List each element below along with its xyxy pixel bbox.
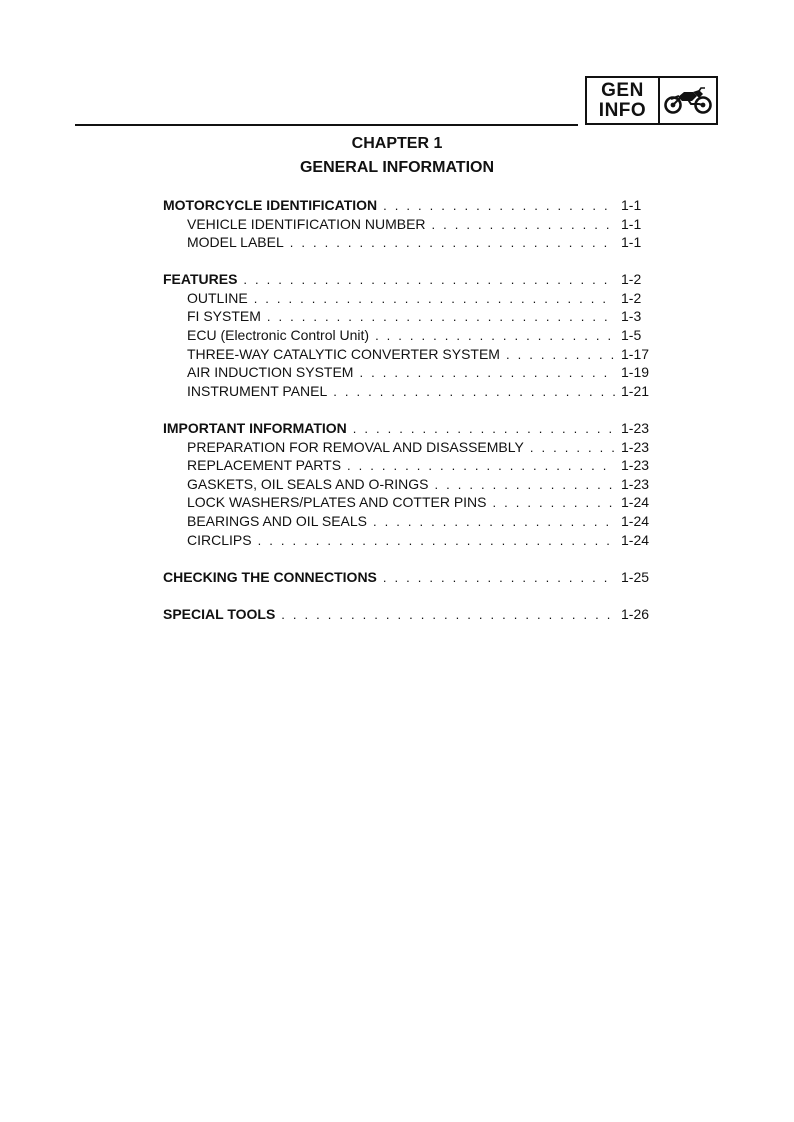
badge-line-1: GEN bbox=[601, 79, 644, 101]
dot-leader bbox=[347, 458, 615, 473]
toc-sub-entry[interactable] bbox=[163, 327, 657, 346]
dot-leader bbox=[434, 477, 615, 492]
dot-leader bbox=[281, 607, 615, 622]
dot-leader bbox=[375, 328, 615, 343]
dot-leader bbox=[383, 198, 615, 213]
dot-leader bbox=[383, 570, 615, 585]
toc-page-number: 1-21 bbox=[621, 382, 650, 399]
toc-section bbox=[163, 197, 657, 253]
toc-entry-title: VEHICLE IDENTIFICATION NUMBER bbox=[187, 215, 426, 232]
toc-page-number: 1-23 bbox=[621, 438, 650, 455]
toc-entry-title: GASKETS, OIL SEALS AND O-RINGS bbox=[187, 475, 429, 492]
badge-line-2: INFO bbox=[598, 99, 647, 121]
toc-page-number: 1-26 bbox=[621, 605, 650, 622]
toc-page-number: 1-5 bbox=[621, 327, 642, 344]
section-badge bbox=[585, 76, 718, 125]
dot-leader bbox=[506, 347, 615, 362]
dot-leader bbox=[432, 217, 615, 232]
toc-page-number: 1-23 bbox=[621, 475, 650, 492]
toc-main-entry[interactable] bbox=[163, 271, 657, 290]
dot-leader bbox=[373, 514, 615, 529]
toc-entry-title: MOTORCYCLE IDENTIFICATION bbox=[163, 197, 378, 213]
toc-page-number: 1-1 bbox=[621, 234, 642, 251]
toc-entry-title: OUTLINE bbox=[187, 289, 248, 306]
toc-entry-title: LOCK WASHERS/PLATES AND COTTER PINS bbox=[187, 494, 487, 511]
toc-section bbox=[163, 271, 657, 401]
toc-sub-entry[interactable] bbox=[163, 494, 657, 513]
toc-sub-entry[interactable] bbox=[163, 346, 657, 365]
toc-entry-title: BEARINGS AND OIL SEALS bbox=[187, 512, 367, 529]
toc-page-number: 1-19 bbox=[621, 364, 650, 381]
toc-page-number: 1-24 bbox=[621, 531, 650, 548]
dot-leader bbox=[493, 495, 615, 510]
header-rule bbox=[75, 124, 578, 126]
toc-section bbox=[163, 569, 657, 588]
toc-page-number: 1-17 bbox=[621, 345, 650, 362]
toc-entry-title: IMPORTANT INFORMATION bbox=[163, 419, 347, 436]
toc-page-number: 1-23 bbox=[621, 457, 650, 474]
toc-entry-title: CHECKING THE CONNECTIONS bbox=[163, 568, 377, 585]
dot-leader bbox=[290, 235, 615, 250]
toc-entry-title: FI SYSTEM bbox=[187, 308, 261, 325]
toc-sub-entry[interactable] bbox=[163, 364, 657, 383]
toc-sub-entry[interactable] bbox=[163, 476, 657, 495]
dot-leader bbox=[267, 309, 615, 324]
dot-leader bbox=[243, 272, 615, 287]
chapter-number: CHAPTER 1 bbox=[351, 135, 443, 152]
toc-page-number: 1-1 bbox=[621, 215, 642, 232]
toc-sub-entry[interactable] bbox=[163, 308, 657, 327]
toc-entry-title: REPLACEMENT PARTS bbox=[187, 457, 342, 474]
toc-entry-title: INSTRUMENT PANEL bbox=[187, 382, 328, 399]
toc-entry-title: ECU (Electronic Control Unit) bbox=[187, 327, 370, 344]
toc-entry-title: MODEL LABEL bbox=[187, 234, 284, 251]
toc-sub-entry[interactable] bbox=[163, 234, 657, 253]
toc-entry-title: AIR INDUCTION SYSTEM bbox=[187, 364, 354, 381]
toc-entry-title: SPECIAL TOOLS bbox=[163, 605, 276, 622]
toc-page-number: 1-3 bbox=[621, 308, 642, 325]
toc-sub-entry[interactable] bbox=[163, 216, 657, 235]
badge-label bbox=[587, 78, 660, 123]
toc-page-number: 1-1 bbox=[621, 197, 642, 213]
toc-main-entry[interactable] bbox=[163, 606, 657, 625]
toc-page-number: 1-24 bbox=[621, 512, 650, 529]
toc-entry-title: FEATURES bbox=[163, 271, 238, 288]
toc-sub-entry[interactable] bbox=[163, 290, 657, 309]
toc-sub-entry[interactable] bbox=[163, 439, 657, 458]
toc-entry-title: THREE-WAY CATALYTIC CONVERTER SYSTEM bbox=[187, 345, 500, 362]
dot-leader bbox=[530, 440, 615, 455]
dot-leader bbox=[353, 421, 615, 436]
toc-entry-title: PREPARATION FOR REMOVAL AND DISASSEMBLY bbox=[187, 438, 524, 455]
toc-main-entry[interactable] bbox=[163, 569, 657, 588]
toc-page-number: 1-25 bbox=[621, 568, 650, 585]
dot-leader bbox=[254, 291, 615, 306]
dot-leader bbox=[258, 533, 615, 548]
dot-leader bbox=[359, 365, 615, 380]
toc-section bbox=[163, 606, 657, 625]
toc-main-entry[interactable] bbox=[163, 420, 657, 439]
toc-main-entry[interactable] bbox=[163, 197, 657, 216]
chapter-title: GENERAL INFORMATION bbox=[299, 159, 495, 176]
toc-sub-entry[interactable] bbox=[163, 532, 657, 551]
toc-page-number: 1-2 bbox=[621, 271, 642, 288]
table-of-contents bbox=[163, 197, 657, 643]
toc-page-number: 1-2 bbox=[621, 289, 642, 306]
toc-page-number: 1-23 bbox=[621, 419, 650, 436]
toc-sub-entry[interactable] bbox=[163, 513, 657, 532]
dot-leader bbox=[333, 384, 615, 399]
toc-section bbox=[163, 420, 657, 550]
motorcycle-icon bbox=[660, 78, 716, 123]
toc-page-number: 1-24 bbox=[621, 494, 650, 511]
toc-sub-entry[interactable] bbox=[163, 383, 657, 402]
toc-sub-entry[interactable] bbox=[163, 457, 657, 476]
toc-entry-title: CIRCLIPS bbox=[187, 531, 252, 548]
